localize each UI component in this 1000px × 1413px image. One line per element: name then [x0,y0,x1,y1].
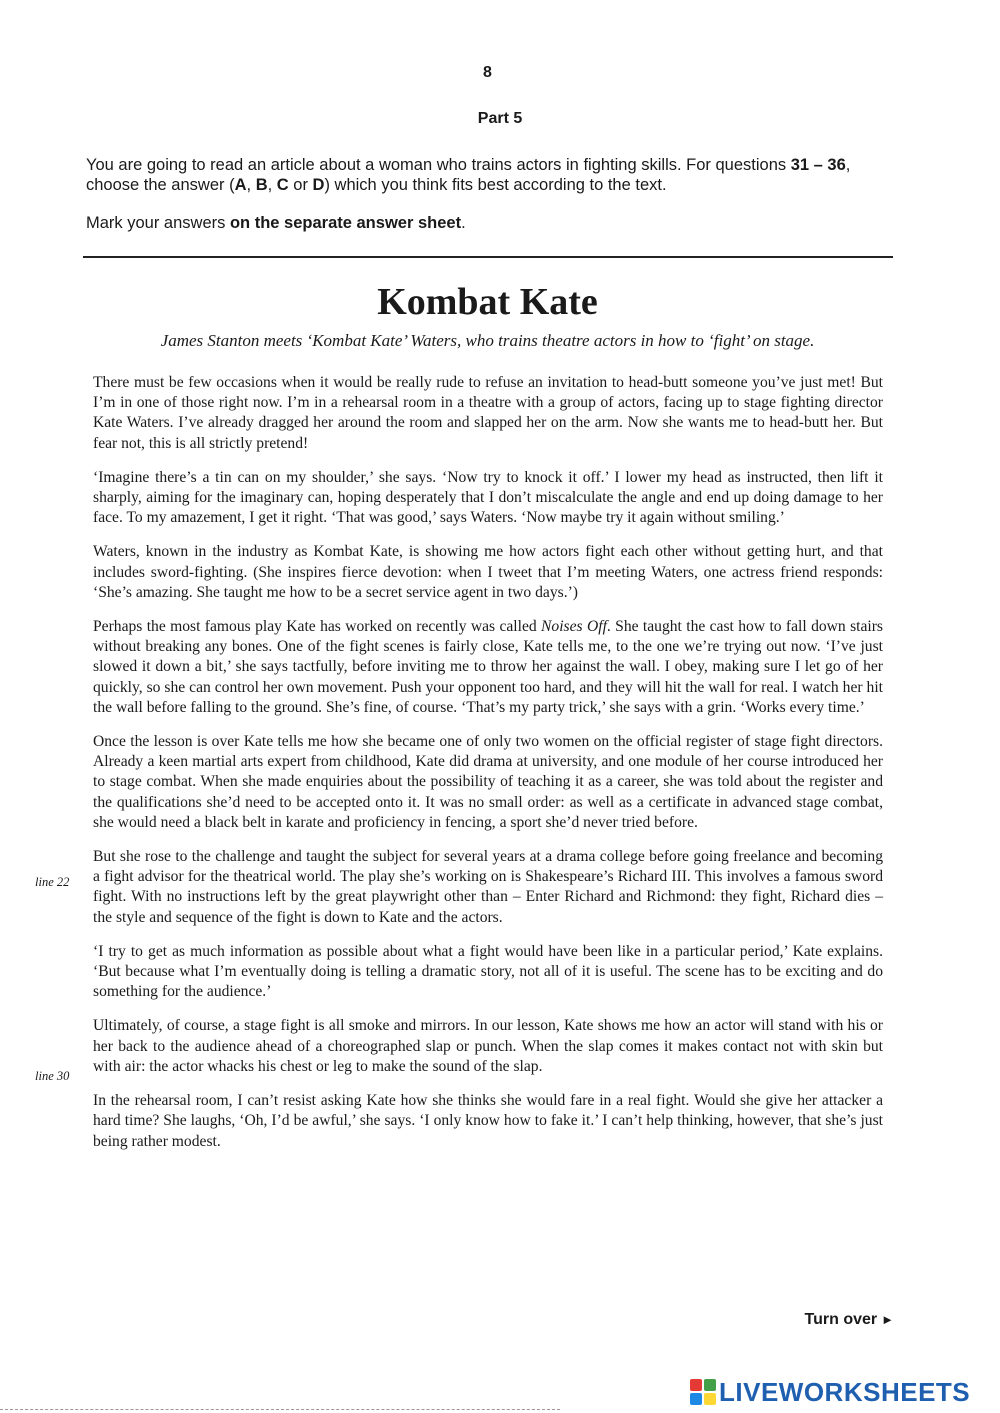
instructions [86,155,906,233]
turn-over-label: Turn over ► [804,1311,894,1328]
section-divider [83,256,893,258]
article-body [93,373,883,1166]
question-range: 31 – 36 [790,156,846,174]
triangle-right-icon: ► [881,1312,894,1327]
paragraph-7: ‘I try to get as much information as possible about what a fight would have been like in a particular period,’ Kate explains. ‘But because what I’m eventually doing is telling a dramatic story, not all of it is useful. The scene has to be exciting and do something for the audience.’ [93,942,883,1001]
line-marker-30: line 30 [35,1069,70,1083]
paragraph-2: ‘Imagine there’s a tin can on my shoulder,’ she says. ‘Now try to knock it off.’ I lower my head as instructed, then lift it sharply, aiming for the imaginary can, hoping desperately that I don’t miscalculate the angle and end up doing damage to her face. To my amazement, I get it right. ‘That was good,’ says Waters. ‘Now maybe try it again without smiling.’ [93,468,883,527]
liveworksheets-icon [690,1379,716,1405]
instructions-text: You are going to read an article about a woman who trains actors in fighting skills. For questions 31 – 36, choose the answer (A, B, C or D) which you think fits best according to the text. [86,156,851,194]
line-marker-22: line 22 [35,875,70,889]
part-title: Part 5 [477,110,523,127]
paragraph-1: There must be few occasions when it would be really rude to refuse an invitation to head-butt someone you’ve just met! But I’m in one of those right now. I’m in a rehearsal room in a theatre with a group of actors, facing up to stage fighting director Kate Waters. I’ve already dragged her around the room and slapped her on the arm. Now she wants me to head-butt her. But fear not, this is all strictly pretend! [93,374,883,452]
paragraph-5: Once the lesson is over Kate tells me how she became one of only two women on the official register of stage fight directors. Already a keen martial arts expert from childhood, Kate did drama at university, and one module of her course introduced her to stage combat. When she made enquiries about the possibility of teaching it as a career, she was told about the register and the qualifications she’d need to be accepted onto it. It was no small order: as well as a certificate in advanced stage combat, she would need a black belt in karate and proficiency in fencing, a sport she’d never tried before. [93,733,883,831]
option-d: D [312,176,325,194]
play-title: Noises Off [541,618,607,636]
option-c: C [276,176,289,194]
paragraph-8: Ultimately, of course, a stage fight is all smoke and mirrors. In our lesson, Kate shows me how an actor will stand with his or her back to the audience ahead of a choreographed slap or punch. When the slap comes it makes contact not with skin but with air: the actor whacks his chest or leg to make the sound of the slap. [93,1017,883,1075]
page-number: 8 [483,64,492,81]
paragraph-3: Waters, known in the industry as Kombat Kate, is showing me how actors fight each other without getting hurt, and that includes sword-fighting. (She inspires fierce devotion: when I tweet that I’m meeting Waters, one actress friend responds: ‘She’s amazing. She taught me how to be a secret service agent in two days.’) [93,543,883,601]
option-b: B [255,176,268,194]
article-subtitle: James Stanton meets ‘Kombat Kate’ Waters, who trains theatre actors in how to ‘fight’ on stage. [160,331,815,350]
option-a: A [234,176,247,194]
liveworksheets-wordmark: LIVEWORKSHEETS [719,1376,971,1407]
scan-edge-line [0,1409,560,1410]
mark-answers-note: Mark your answers on the separate answer sheet. [86,214,466,232]
paragraph-9: In the rehearsal room, I can’t resist asking Kate how she thinks she would fare in a real fight. Would she give her attacker a hard time? She laughs, ‘Oh, I’d be awful,’ she says. ‘I only know how to fake it.’ I can’t help thinking, however, that she’s just being rather modest. [93,1092,883,1150]
liveworksheets-logo[interactable] [690,1376,970,1408]
paragraph-6: But she rose to the challenge and taught the subject for several years at a drama college before going freelance and becoming a fight advisor for the theatrical world. The play she’s working on is Shakespeare’s Richard III. This involves a famous sword fight. With no instructions left by the great playwright other than – Enter Richard and Richmond: they fight, Richard dies – the style and sequence of the fight is down to Kate and the actors. [93,848,883,926]
article-title: Kombat Kate [377,281,598,323]
paragraph-4: Perhaps the most famous play Kate has worked on recently was called Noises Off. She taught the cast how to fall down stairs without breaking any bones. One of the fight scenes is fairly close, Kate tells me, to the one we’re trying out now. ‘I’ve just slowed it down a bit,’ she says tactfully, before inviting me to throw her against the wall. I obey, making sure I let go of her quickly, so she can control her own movement. Push your opponent too hard, and they will hit the wall for real. I watch her hit the wall before falling to the ground. She’s fine, of course. ‘That’s my party trick,’ she says with a grin. ‘Works every time.’ [93,618,883,716]
